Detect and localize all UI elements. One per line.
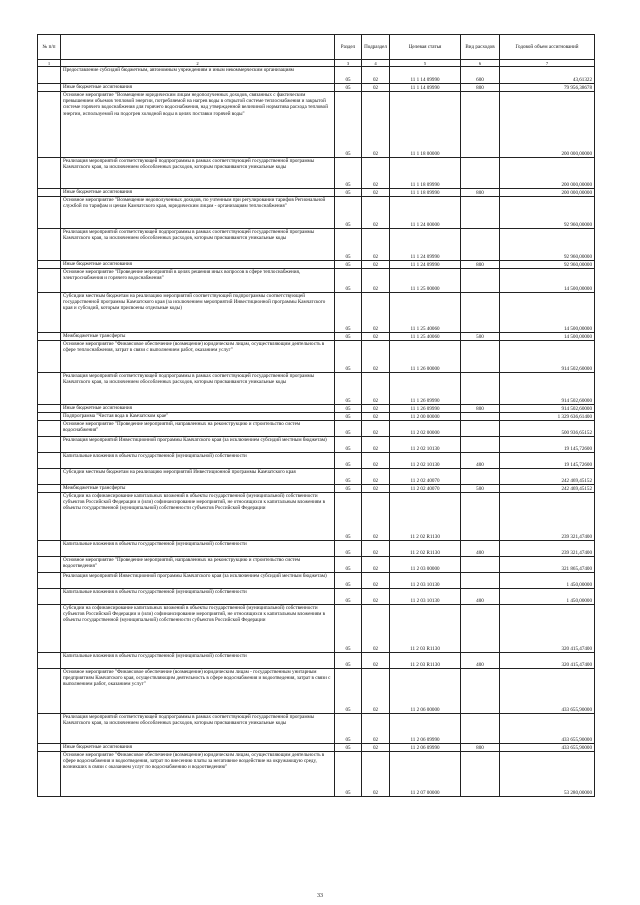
- row-name: Межбюджетные трансферты: [61, 333, 335, 341]
- row-number: [38, 541, 61, 557]
- table-row: [38, 485, 595, 493]
- row-section: 05: [335, 421, 362, 437]
- row-section: 05: [335, 437, 362, 453]
- row-section: 05: [335, 341, 362, 373]
- row-subsection: 02: [362, 541, 390, 557]
- row-expense-type: 600: [461, 67, 500, 84]
- row-number: [38, 197, 61, 229]
- row-subsection: 02: [362, 752, 390, 797]
- row-name: Основное мероприятие "Финансовое обеспечение (возмещение) юридическим лицам, осуществляющим деятельность в сфере водоснабжения и водоотведения, затрат по внесению платы за негативное воздействие на окружающую среду, возникших в связи с оказанием услуг по водоснабжению и водоотведению": [61, 752, 335, 797]
- table-row: [38, 589, 595, 605]
- row-amount: 500 936,65152: [500, 421, 595, 437]
- row-number: [38, 293, 61, 333]
- row-amount: 14 500,00000: [500, 293, 595, 333]
- row-name: Капитальные вложения в объекты государственной (муниципальной) собственности: [61, 653, 335, 669]
- row-subsection: 02: [362, 557, 390, 573]
- row-target: 11 2 03 10130: [390, 573, 461, 589]
- row-expense-type: [461, 341, 500, 373]
- row-number: [38, 341, 61, 373]
- header-target: Целевая статья: [390, 35, 461, 60]
- row-number: [38, 421, 61, 437]
- row-target: 11 1 24 00000: [390, 197, 461, 229]
- row-section: 05: [335, 413, 362, 421]
- row-amount: 239 321,47400: [500, 493, 595, 541]
- row-name: Реализация мероприятий соответствующей подпрограммы в рамках соответствующей государственной программы Камчатского края, за исключением обособленных расходов, которым присваиваются уникальные коды: [61, 158, 335, 189]
- row-section: 05: [335, 293, 362, 333]
- row-subsection: 02: [362, 333, 390, 341]
- row-name: Иные бюджетные ассигнования: [61, 84, 335, 92]
- row-amount: 19 145,72600: [500, 437, 595, 453]
- row-expense-type: [461, 229, 500, 261]
- row-section: 05: [335, 669, 362, 714]
- row-target: 11 1 24 09990: [390, 261, 461, 269]
- row-section: 05: [335, 469, 362, 485]
- row-amount: 79 956,38678: [500, 84, 595, 92]
- row-subsection: 02: [362, 373, 390, 405]
- row-subsection: 02: [362, 605, 390, 653]
- row-amount: 914 502,60000: [500, 341, 595, 373]
- row-name: Основное мероприятие "Проведение мероприятий, направленных на реконструкцию и строительство систем водоснабжения": [61, 421, 335, 437]
- row-expense-type: [461, 605, 500, 653]
- row-target: 11 2 06 09990: [390, 714, 461, 744]
- row-target: 11 1 18 09990: [390, 158, 461, 189]
- row-number: [38, 669, 61, 714]
- row-name: Иные бюджетные ассигнования: [61, 189, 335, 197]
- header-number: № п/п: [38, 35, 61, 60]
- row-name: Капитальные вложения в объекты государственной (муниципальной) собственности: [61, 589, 335, 605]
- row-amount: 14 500,00000: [500, 269, 595, 293]
- row-section: 05: [335, 84, 362, 92]
- row-target: 11 2 03 00000: [390, 557, 461, 573]
- table-row: [38, 421, 595, 437]
- column-number: 5: [390, 60, 461, 67]
- row-amount: 1 450,00000: [500, 589, 595, 605]
- table-row: [38, 493, 595, 541]
- row-section: 05: [335, 557, 362, 573]
- table-row: [38, 605, 595, 653]
- row-target: 11 2 02 10130: [390, 437, 461, 453]
- row-amount: 200 000,00000: [500, 92, 595, 158]
- row-amount: 200 000,00000: [500, 189, 595, 197]
- row-subsection: 02: [362, 293, 390, 333]
- row-amount: 239 321,47400: [500, 541, 595, 557]
- table-row: [38, 269, 595, 293]
- row-expense-type: [461, 293, 500, 333]
- row-expense-type: [461, 92, 500, 158]
- row-name: Реализация мероприятий Инвестиционной программы Камчатского края (за исключением субсидий местным бюджетам): [61, 437, 335, 453]
- row-name: Субсидии на софинансирование капитальных вложений в объекты государственной (муниципальной) собственности субъектов Российской Федерации и (или) софинансирование мероприятий, не относящихся к капитальным вложениям в объекты государственной (муниципальной) собственности субъектов Российской Федерации: [61, 493, 335, 541]
- column-number: 6: [461, 60, 500, 67]
- row-name: Основное мероприятие "Возмещение недополученных доходов, по учтенным при регулировании тарифов Региональной службой по тарифам и ценам Камчатского края, юридическим лицам - организациям теплоснабжения": [61, 197, 335, 229]
- row-name: Подпрограмма "Чистая вода в Камчатском крае": [61, 413, 335, 421]
- row-expense-type: [461, 437, 500, 453]
- row-expense-type: [461, 373, 500, 405]
- row-target: 11 2 02 00000: [390, 421, 461, 437]
- row-expense-type: 500: [461, 485, 500, 493]
- row-subsection: 02: [362, 421, 390, 437]
- row-amount: 433 655,90000: [500, 714, 595, 744]
- row-number: [38, 413, 61, 421]
- row-amount: 320 415,47400: [500, 605, 595, 653]
- row-section: 05: [335, 653, 362, 669]
- row-subsection: 02: [362, 653, 390, 669]
- row-subsection: 02: [362, 573, 390, 589]
- row-target: 11 1 25 40060: [390, 293, 461, 333]
- row-expense-type: [461, 493, 500, 541]
- row-section: 05: [335, 493, 362, 541]
- row-section: 05: [335, 229, 362, 261]
- table-row: [38, 557, 595, 573]
- row-number: [38, 573, 61, 589]
- page-number: 33: [317, 893, 323, 899]
- row-target: 11 1 25 00000: [390, 269, 461, 293]
- row-name: Реализация мероприятий соответствующей подпрограммы в рамках соответствующей государственной программы Камчатского края, за исключением обособленных расходов, которым присваиваются уникальные коды: [61, 714, 335, 744]
- row-expense-type: [461, 269, 500, 293]
- row-number: [38, 589, 61, 605]
- budget-table: [37, 34, 595, 797]
- row-subsection: 02: [362, 229, 390, 261]
- row-amount: 19 145,72600: [500, 453, 595, 469]
- row-expense-type: [461, 714, 500, 744]
- row-section: 05: [335, 333, 362, 341]
- row-amount: 242 469,45152: [500, 469, 595, 485]
- row-target: 11 2 06 00000: [390, 669, 461, 714]
- header-section: Раздел: [335, 35, 362, 60]
- table-header-row: [38, 35, 595, 60]
- row-section: 05: [335, 189, 362, 197]
- table-row: [38, 437, 595, 453]
- row-expense-type: [461, 469, 500, 485]
- row-name: Субсидии на софинансирование капитальных вложений в объекты государственной (муниципальной) собственности субъектов Российской Федерации и (или) софинансирование мероприятий, не относящихся к капитальным вложениям в объекты государственной (муниципальной) собственности субъектов Российской Федерации: [61, 605, 335, 653]
- row-name: Субсидии местным бюджетам на реализацию мероприятий Инвестиционной программы Камчатского края: [61, 469, 335, 485]
- row-section: 05: [335, 197, 362, 229]
- row-number: [38, 333, 61, 341]
- row-number: [38, 405, 61, 413]
- row-subsection: 02: [362, 261, 390, 269]
- row-subsection: 02: [362, 413, 390, 421]
- row-target: 11 1 25 40060: [390, 333, 461, 341]
- row-amount: 1 329 636,61400: [500, 413, 595, 421]
- row-name: Иные бюджетные ассигнования: [61, 405, 335, 413]
- row-amount: 914 502,60000: [500, 373, 595, 405]
- row-target: 11 1 14 09990: [390, 67, 461, 84]
- row-section: 05: [335, 752, 362, 797]
- row-name: Капитальные вложения в объекты государственной (муниципальной) собственности: [61, 453, 335, 469]
- row-subsection: 02: [362, 84, 390, 92]
- row-number: [38, 437, 61, 453]
- row-number: [38, 67, 61, 84]
- header-amount: Годовой объем ассигнований: [500, 35, 595, 60]
- table-row: [38, 744, 595, 752]
- column-number-row: [38, 60, 595, 67]
- row-target: 11 2 03 R1130: [390, 605, 461, 653]
- row-number: [38, 261, 61, 269]
- row-subsection: 02: [362, 269, 390, 293]
- row-subsection: 02: [362, 669, 390, 714]
- row-target: 11 1 14 09990: [390, 84, 461, 92]
- row-number: [38, 469, 61, 485]
- row-section: 05: [335, 605, 362, 653]
- row-target: 11 1 26 09990: [390, 373, 461, 405]
- row-expense-type: 800: [461, 744, 500, 752]
- row-amount: 433 655,90000: [500, 744, 595, 752]
- row-target: 11 2 02 40070: [390, 485, 461, 493]
- row-target: 11 2 02 R1130: [390, 541, 461, 557]
- row-subsection: 02: [362, 714, 390, 744]
- row-name: Реализация мероприятий соответствующей подпрограммы в рамках соответствующей государственной программы Камчатского края, за исключением обособленных расходов, которым присваиваются уникальные коды: [61, 373, 335, 405]
- row-expense-type: [461, 752, 500, 797]
- row-section: 05: [335, 573, 362, 589]
- row-name: Реализация мероприятий Инвестиционной программы Камчатского края (за исключением субсидий местным бюджетам): [61, 573, 335, 589]
- row-expense-type: 800: [461, 189, 500, 197]
- row-name: Основное мероприятие "Проведение мероприятий, направленных на реконструкцию и строительство систем водоотведения": [61, 557, 335, 573]
- table-row: [38, 341, 595, 373]
- header-name: [61, 35, 335, 60]
- row-amount: 53 280,00000: [500, 752, 595, 797]
- table-row: [38, 405, 595, 413]
- row-target: 11 2 03 R1130: [390, 653, 461, 669]
- row-amount: 200 000,00000: [500, 158, 595, 189]
- row-name: Иные бюджетные ассигнования: [61, 744, 335, 752]
- row-subsection: 02: [362, 92, 390, 158]
- table-row: [38, 158, 595, 189]
- row-number: [38, 92, 61, 158]
- row-number: [38, 557, 61, 573]
- row-target: 11 2 02 10130: [390, 453, 461, 469]
- row-subsection: 02: [362, 405, 390, 413]
- row-section: 05: [335, 158, 362, 189]
- row-section: 05: [335, 269, 362, 293]
- table-row: [38, 653, 595, 669]
- table-row: [38, 714, 595, 744]
- row-amount: 320 415,47400: [500, 653, 595, 669]
- row-target: 11 2 02 40070: [390, 469, 461, 485]
- table-row: [38, 453, 595, 469]
- row-expense-type: 400: [461, 653, 500, 669]
- row-name: Основное мероприятие "Возмещение юридическим лицам недополученных доходов, связанных с фактическим превышением объемов тепловой энергии, потребляемой на нагрев воды в открытой системе теплоснабжения и закрытой системе горячего водоснабжения для горячего водоснабжения, над утвержденной величиной норматива расхода тепловой энергии, используемой на подогрев холодной воды в целях поставки горячей воды": [61, 92, 335, 158]
- row-name: Предоставление субсидий бюджетным, автономным учреждениям и иным некоммерческим организациям: [61, 67, 335, 84]
- row-name: Основное мероприятие "Финансовое обеспечение (возмещение) юридическим лицам - государственным унитарным предприятиям Камчатского края, осуществляющим деятельность в сфере водоснабжения и водоотведения, затрат в связи с выполнением работ, оказанием услуг": [61, 669, 335, 714]
- row-expense-type: 800: [461, 405, 500, 413]
- row-name: Субсидии местным бюджетам на реализацию мероприятий соответствующей подпрограммы соответствующей государственной программы Камчатского края (за исключением мероприятий Инвестиционной программы Камчатского края и субсидий, которым присвоены отдельные коды): [61, 293, 335, 333]
- row-section: 05: [335, 589, 362, 605]
- row-amount: 433 655,90000: [500, 669, 595, 714]
- table-row: [38, 229, 595, 261]
- table-row: [38, 373, 595, 405]
- row-number: [38, 189, 61, 197]
- row-target: 11 1 26 09990: [390, 405, 461, 413]
- row-subsection: 02: [362, 744, 390, 752]
- row-expense-type: [461, 669, 500, 714]
- row-expense-type: [461, 158, 500, 189]
- row-name: Реализация мероприятий соответствующей подпрограммы в рамках соответствующей государственной программы Камчатского края, за исключением обособленных расходов, которым присваиваются уникальные коды: [61, 229, 335, 261]
- row-number: [38, 84, 61, 92]
- row-expense-type: 400: [461, 589, 500, 605]
- row-section: 05: [335, 67, 362, 84]
- row-expense-type: 500: [461, 333, 500, 341]
- row-amount: 92 960,00000: [500, 197, 595, 229]
- table-row: [38, 573, 595, 589]
- table-row: [38, 752, 595, 797]
- row-name: Межбюджетные трансферты: [61, 485, 335, 493]
- table-row: [38, 189, 595, 197]
- header-expense-type: Вид расходов: [461, 35, 500, 60]
- table-row: [38, 293, 595, 333]
- table-body: [38, 67, 595, 797]
- table-row: [38, 413, 595, 421]
- row-section: 05: [335, 92, 362, 158]
- table-row: [38, 84, 595, 92]
- row-subsection: 02: [362, 341, 390, 373]
- table-row: [38, 469, 595, 485]
- row-expense-type: [461, 413, 500, 421]
- row-name: Иные бюджетные ассигнования: [61, 261, 335, 269]
- row-amount: 242 469,45152: [500, 485, 595, 493]
- row-name: Основное мероприятие "Финансовое обеспечение (возмещение) юридическим лицам, осуществляющим деятельность в сфере теплоснабжения, затрат в связи с выполнением работ, оказанием услуг": [61, 341, 335, 373]
- row-section: 05: [335, 714, 362, 744]
- row-number: [38, 158, 61, 189]
- row-name: Основное мероприятие "Проведение мероприятий в целях решения иных вопросов в сфере теплоснабжения, электроснабжения и горячего водоснабжения": [61, 269, 335, 293]
- column-number: 2: [61, 60, 335, 67]
- row-subsection: 02: [362, 453, 390, 469]
- row-section: 05: [335, 744, 362, 752]
- table-row: [38, 333, 595, 341]
- column-number: 7: [500, 60, 595, 67]
- row-subsection: 02: [362, 197, 390, 229]
- row-number: [38, 752, 61, 797]
- row-expense-type: [461, 557, 500, 573]
- table-row: [38, 67, 595, 84]
- row-expense-type: [461, 421, 500, 437]
- row-subsection: 02: [362, 67, 390, 84]
- row-subsection: 02: [362, 437, 390, 453]
- row-target: 11 1 18 00000: [390, 92, 461, 158]
- row-expense-type: 400: [461, 453, 500, 469]
- row-number: [38, 653, 61, 669]
- row-amount: 1 450,00000: [500, 573, 595, 589]
- row-number: [38, 453, 61, 469]
- row-amount: 92 960,00000: [500, 229, 595, 261]
- row-expense-type: 800: [461, 261, 500, 269]
- row-section: 05: [335, 405, 362, 413]
- row-amount: 43,61322: [500, 67, 595, 84]
- row-target: 11 1 26 00000: [390, 341, 461, 373]
- row-subsection: 02: [362, 189, 390, 197]
- row-section: 05: [335, 261, 362, 269]
- row-amount: 321 865,47400: [500, 557, 595, 573]
- row-subsection: 02: [362, 493, 390, 541]
- table-row: [38, 92, 595, 158]
- table-row: [38, 197, 595, 229]
- row-subsection: 02: [362, 485, 390, 493]
- table-row: [38, 541, 595, 557]
- row-section: 05: [335, 541, 362, 557]
- row-expense-type: 400: [461, 541, 500, 557]
- row-number: [38, 744, 61, 752]
- row-target: 11 1 18 09990: [390, 189, 461, 197]
- row-subsection: 02: [362, 589, 390, 605]
- row-target: 11 2 03 10130: [390, 589, 461, 605]
- row-number: [38, 373, 61, 405]
- row-target: 11 2 06 09990: [390, 744, 461, 752]
- row-name: Капитальные вложения в объекты государственной (муниципальной) собственности: [61, 541, 335, 557]
- row-number: [38, 229, 61, 261]
- row-target: 11 2 02 R1130: [390, 493, 461, 541]
- row-expense-type: 800: [461, 84, 500, 92]
- header-subsection: Подраздел: [362, 35, 390, 60]
- row-number: [38, 605, 61, 653]
- row-target: 11 2 07 00000: [390, 752, 461, 797]
- row-amount: 92 960,00000: [500, 261, 595, 269]
- row-number: [38, 714, 61, 744]
- column-number: 1: [38, 60, 61, 67]
- row-amount: 14 500,00000: [500, 333, 595, 341]
- row-amount: 914 502,60000: [500, 405, 595, 413]
- row-number: [38, 485, 61, 493]
- row-number: [38, 269, 61, 293]
- row-expense-type: [461, 573, 500, 589]
- row-expense-type: [461, 197, 500, 229]
- row-number: [38, 493, 61, 541]
- table-row: [38, 669, 595, 714]
- row-subsection: 02: [362, 158, 390, 189]
- row-section: 05: [335, 485, 362, 493]
- row-section: 05: [335, 453, 362, 469]
- table-row: [38, 261, 595, 269]
- column-number: 3: [335, 60, 362, 67]
- row-target: 11 1 24 09990: [390, 229, 461, 261]
- row-section: 05: [335, 373, 362, 405]
- row-target: 11 2 00 00000: [390, 413, 461, 421]
- column-number: 4: [362, 60, 390, 67]
- row-subsection: 02: [362, 469, 390, 485]
